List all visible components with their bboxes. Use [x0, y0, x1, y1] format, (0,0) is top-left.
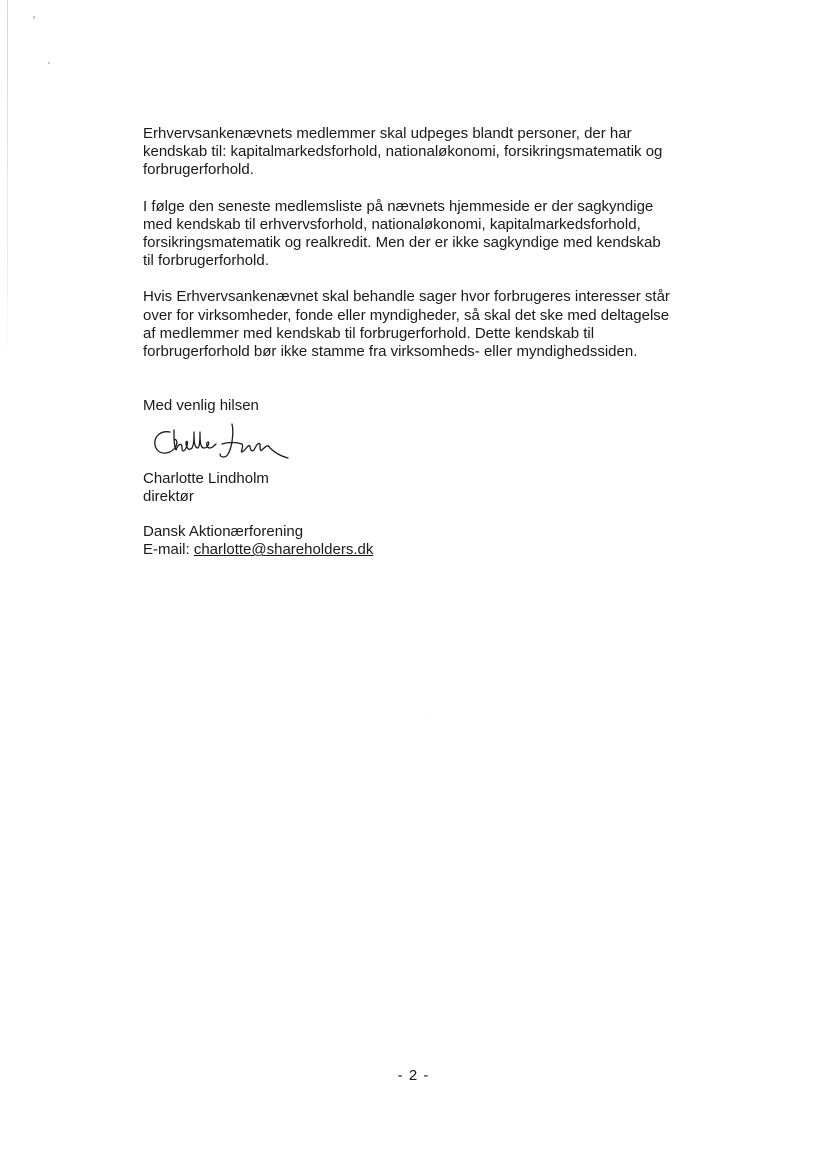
signer-block — [143, 470, 269, 506]
text-line: af medlemmer med kendskab til forbrugerforhold. Dette kendskab til — [143, 324, 595, 342]
text-line: med kendskab til erhvervsforhold, nationaløkonomi, kapitalmarkedsforhold, — [143, 215, 641, 233]
scan-edge-line — [7, 0, 8, 370]
text-line: forsikringsmatematik og realkredit. Men der er ikke sagkyndige med kendskab — [143, 234, 661, 252]
signature-icon — [148, 418, 298, 468]
text-line: kendskab til: kapitalmarkedsforhold, nationaløkonomi, forsikringsmatematik og — [143, 143, 663, 161]
text-line: I følge den seneste medlemsliste på nævnets hjemmeside er der sagkyndige — [143, 197, 654, 215]
text-line: forbrugerforhold bør ikke stamme fra virksomheds- eller myndighedssiden. — [143, 343, 638, 361]
signer-title: direktør — [143, 488, 194, 506]
text-line: Erhvervsankenævnets medlemmer skal udpeges blandt personer, der har — [143, 125, 632, 142]
page-number: - 2 - — [397, 1067, 430, 1084]
signer-name: Charlotte Lindholm — [143, 470, 269, 487]
email-link[interactable]: charlotte@shareholders.dk — [193, 541, 374, 559]
paragraph-2 — [143, 198, 703, 271]
email-label: E-mail: — [143, 541, 190, 559]
paragraph-1 — [143, 125, 703, 180]
letter-body — [143, 125, 703, 379]
paragraph-3 — [143, 288, 703, 361]
scan-speck — [48, 62, 50, 64]
text-line: Hvis Erhvervsankenævnet skal behandle sager hvor forbrugeres interesser står — [143, 288, 670, 306]
organization-name: Dansk Aktionærforening — [143, 523, 304, 540]
text-line: til forbrugerforhold. — [143, 252, 269, 270]
email-line — [143, 541, 373, 559]
scan-speck — [33, 16, 35, 19]
text-line: forbrugerforhold. — [143, 161, 254, 179]
closing-salutation: Med venlig hilsen — [143, 397, 259, 414]
organization-block — [143, 523, 373, 559]
scan-speck — [428, 718, 429, 719]
text-line: over for virksomheder, fonde eller myndigheder, så skal det ske med deltagelse — [143, 306, 670, 324]
